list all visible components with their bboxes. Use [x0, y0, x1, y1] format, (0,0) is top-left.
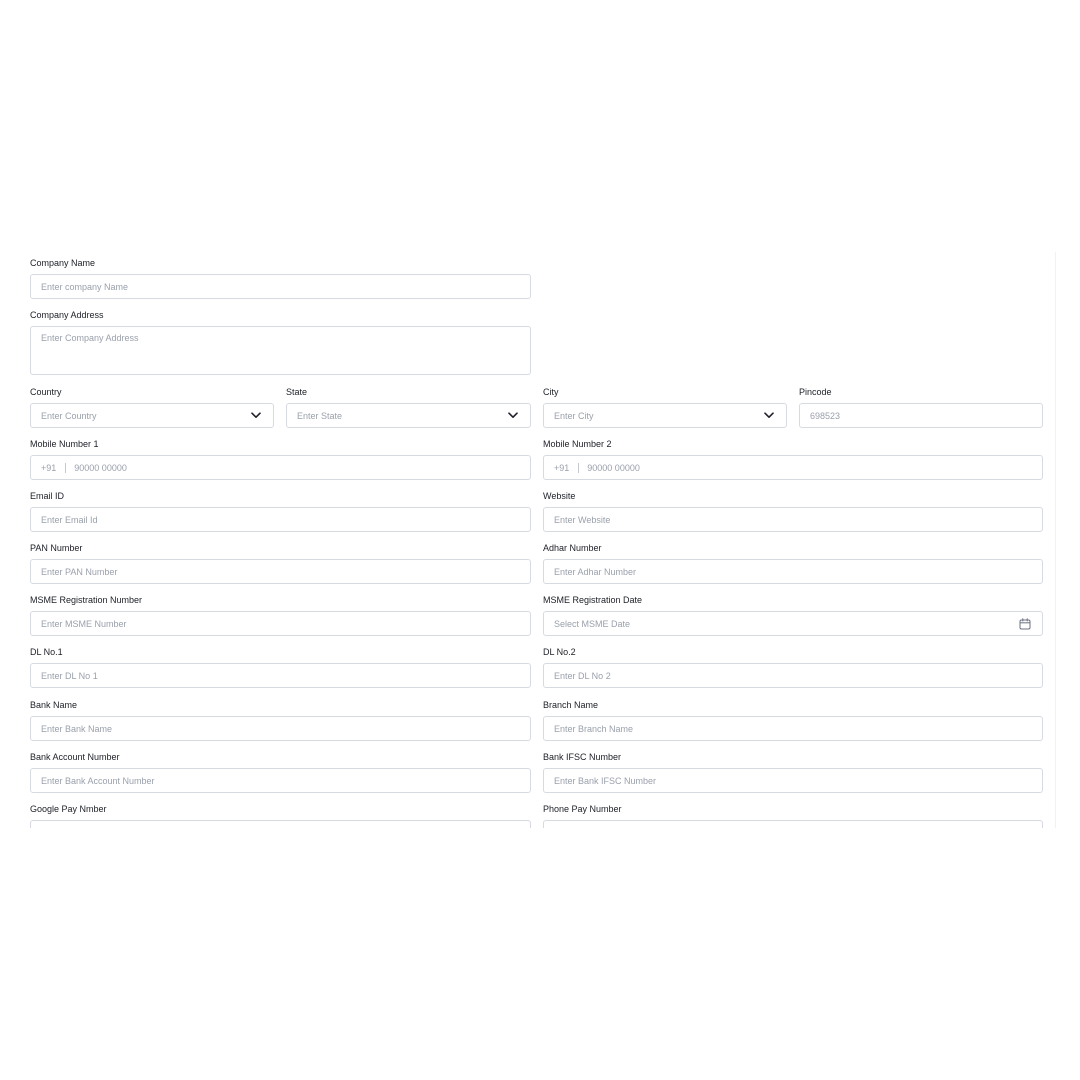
pincode-field: [799, 387, 1043, 421]
city-placeholder: Enter City: [554, 410, 594, 421]
branch-name-label: Branch Name: [543, 700, 599, 710]
country-code: +91: [554, 462, 570, 473]
city-field: [543, 387, 787, 421]
company-name-placeholder: Enter company Name: [41, 281, 129, 292]
mobile-number-2-field: [543, 439, 1043, 473]
branch-name-placeholder: Enter Branch Name: [554, 723, 634, 734]
phone-pay-label: Phone Pay Number: [543, 804, 622, 814]
city-select[interactable]: [543, 403, 787, 428]
mobile-number-1-field: [30, 439, 531, 473]
bank-name-label: Bank Name: [30, 700, 78, 710]
adhar-number-field: [543, 543, 1043, 577]
company-name-label: Company Name: [30, 258, 96, 268]
pincode-label: Pincode: [799, 387, 832, 397]
website-placeholder: Enter Website: [554, 514, 611, 525]
msme-date-field: [543, 595, 1043, 629]
email-field: [30, 491, 531, 525]
dl-no-2-input[interactable]: [543, 663, 1043, 688]
msme-date-placeholder: Select MSME Date: [554, 618, 631, 629]
dl-no-2-label: DL No.2: [543, 647, 576, 657]
dl-no-1-field: [30, 647, 531, 681]
mobile-number-2-label: Mobile Number 2: [543, 439, 612, 449]
state-select[interactable]: [286, 403, 531, 428]
pan-number-input[interactable]: [30, 559, 531, 584]
calendar-icon[interactable]: [1018, 617, 1032, 631]
city-label: City: [543, 387, 559, 397]
bank-account-input[interactable]: [30, 768, 531, 793]
msme-date-picker[interactable]: [543, 611, 1043, 636]
msme-number-label: MSME Registration Number: [30, 595, 143, 605]
email-label: Email ID: [30, 491, 65, 501]
mobile-number-2-input[interactable]: [543, 455, 1043, 480]
dl-no-2-field: [543, 647, 1043, 681]
pan-number-label: PAN Number: [30, 543, 83, 553]
mobile-number-2-placeholder: 90000 00000: [587, 462, 640, 473]
bank-ifsc-label: Bank IFSC Number: [543, 752, 622, 762]
bank-account-placeholder: Enter Bank Account Number: [41, 775, 155, 786]
company-details-form: [0, 252, 1056, 828]
msme-date-label: MSME Registration Date: [543, 595, 643, 605]
dl-no-1-placeholder: Enter DL No 1: [41, 670, 98, 681]
state-field: [286, 387, 531, 421]
bank-ifsc-input[interactable]: [543, 768, 1043, 793]
bank-account-field: [30, 752, 531, 786]
bank-name-input[interactable]: [30, 716, 531, 741]
mobile-number-1-placeholder: 90000 00000: [74, 462, 127, 473]
pan-number-placeholder: Enter PAN Number: [41, 566, 118, 577]
country-field: [30, 387, 274, 421]
company-name-field: [30, 258, 531, 292]
email-placeholder: Enter Email Id: [41, 514, 98, 525]
company-name-input[interactable]: [30, 274, 531, 299]
divider: [578, 463, 579, 473]
pincode-placeholder: 698523: [810, 410, 841, 421]
website-field: [543, 491, 1043, 525]
website-input[interactable]: [543, 507, 1043, 532]
adhar-number-input[interactable]: [543, 559, 1043, 584]
company-address-field: [30, 310, 531, 343]
adhar-number-label: Adhar Number: [543, 543, 602, 553]
company-address-label: Company Address: [30, 310, 104, 320]
country-code: +91: [41, 462, 57, 473]
bank-name-placeholder: Enter Bank Name: [41, 723, 113, 734]
bank-account-label: Bank Account Number: [30, 752, 120, 762]
divider: [65, 463, 66, 473]
google-pay-label: Google Pay Nmber: [30, 804, 107, 814]
bank-ifsc-placeholder: Enter Bank IFSC Number: [554, 775, 657, 786]
state-placeholder: Enter State: [297, 410, 343, 421]
phone-pay-input[interactable]: [543, 820, 1043, 828]
bank-name-field: [30, 700, 531, 734]
country-label: Country: [30, 387, 62, 397]
country-select[interactable]: [30, 403, 274, 428]
bank-ifsc-field: [543, 752, 1043, 786]
pan-number-field: [30, 543, 531, 577]
company-address-placeholder: Enter Company Address: [41, 333, 139, 343]
country-placeholder: Enter Country: [41, 410, 97, 421]
chevron-down-icon[interactable]: [506, 409, 520, 423]
msme-number-placeholder: Enter MSME Number: [41, 618, 127, 629]
company-address-textarea[interactable]: [30, 326, 531, 375]
phone-pay-field: [543, 804, 1043, 815]
dl-no-1-input[interactable]: [30, 663, 531, 688]
state-label: State: [286, 387, 308, 397]
msme-number-input[interactable]: [30, 611, 531, 636]
mobile-number-1-input[interactable]: [30, 455, 531, 480]
chevron-down-icon[interactable]: [762, 409, 776, 423]
branch-name-field: [543, 700, 1043, 734]
adhar-number-placeholder: Enter Adhar Number: [554, 566, 637, 577]
website-label: Website: [543, 491, 576, 501]
pincode-input[interactable]: [799, 403, 1043, 428]
dl-no-1-label: DL No.1: [30, 647, 63, 657]
dl-no-2-placeholder: Enter DL No 2: [554, 670, 611, 681]
branch-name-input[interactable]: [543, 716, 1043, 741]
msme-number-field: [30, 595, 531, 629]
google-pay-input[interactable]: [30, 820, 531, 828]
google-pay-field: [30, 804, 531, 815]
chevron-down-icon[interactable]: [249, 409, 263, 423]
email-input[interactable]: [30, 507, 531, 532]
mobile-number-1-label: Mobile Number 1: [30, 439, 99, 449]
